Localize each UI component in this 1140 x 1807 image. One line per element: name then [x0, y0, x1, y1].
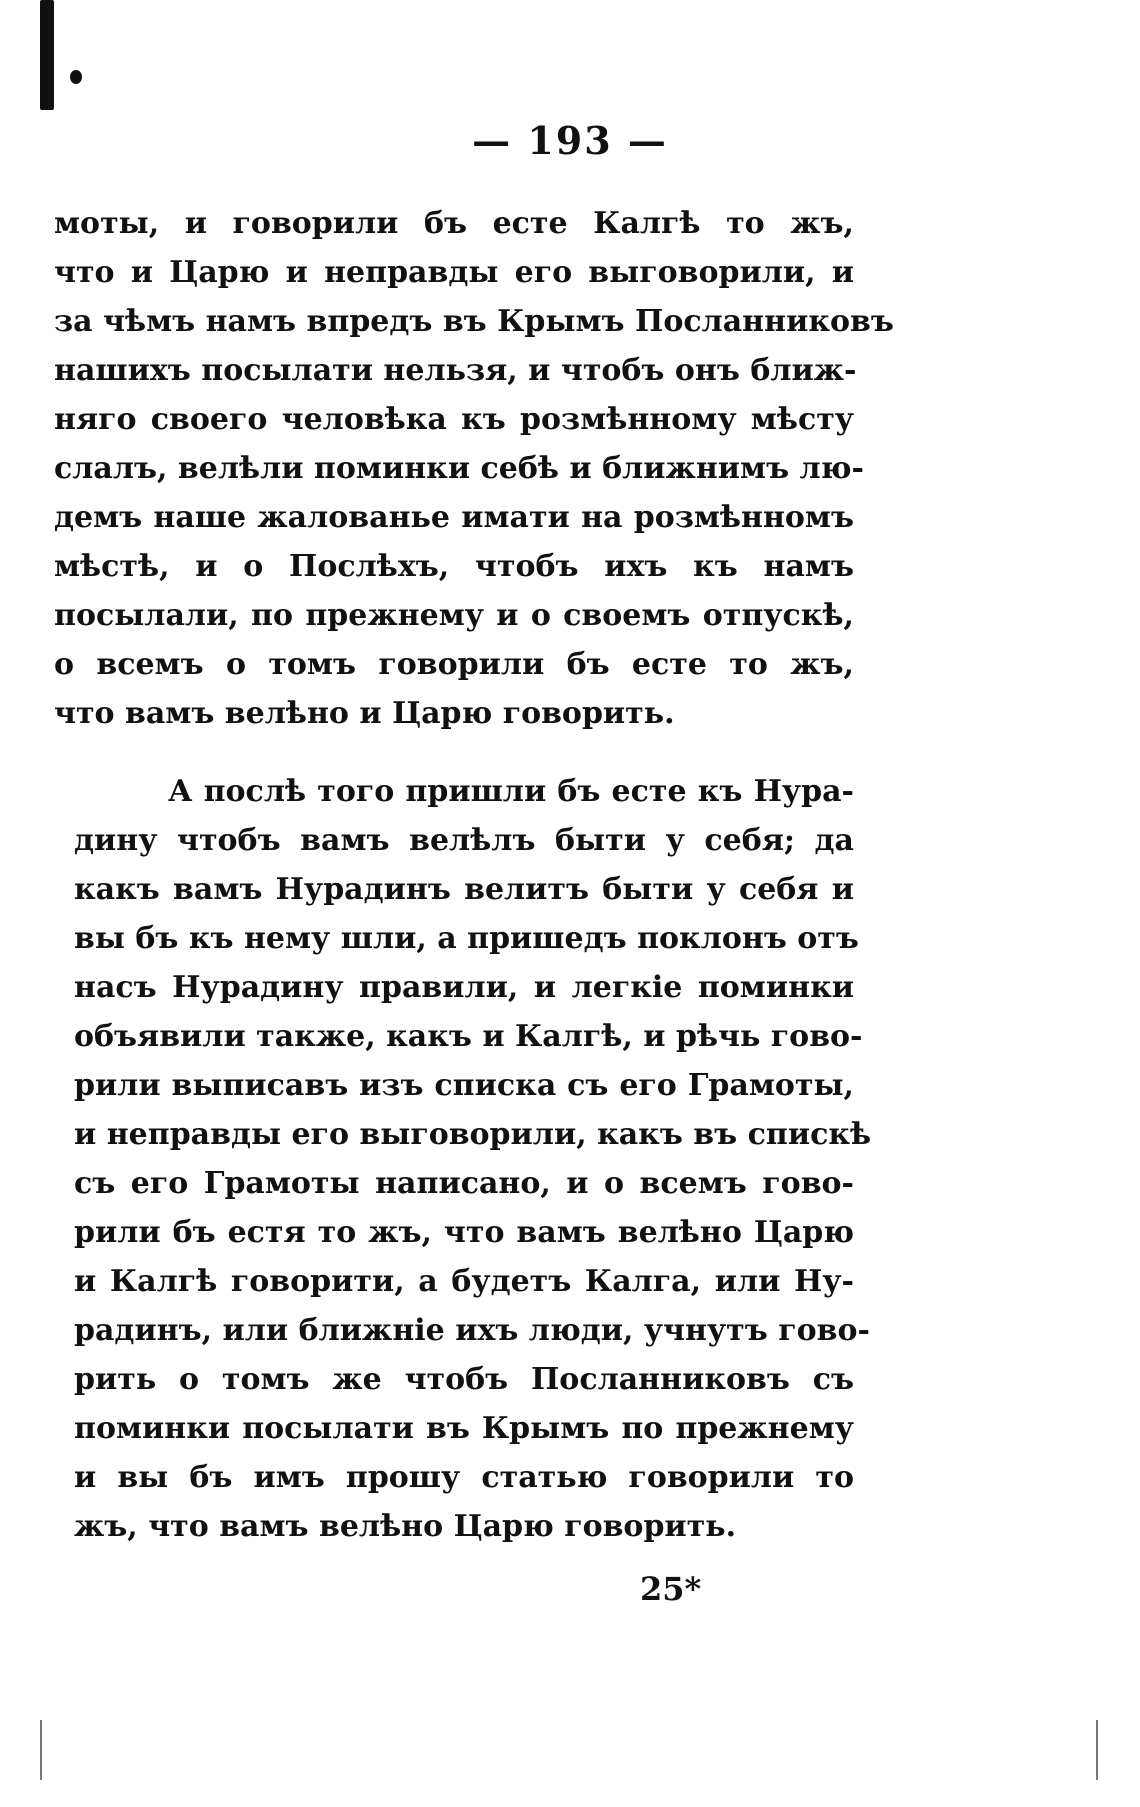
ink-blot [40, 0, 54, 110]
text-line: объявили также, какъ и Калгѣ, и рѣчь гово- [74, 1019, 863, 1054]
text-line: за чѣмъ намъ впредъ въ Крымъ Посланниковъ [54, 304, 894, 339]
text-line: рили бъ естя то жъ, что вамъ велѣно Царю [74, 1215, 854, 1250]
text-line: нашихъ посылати нельзя, и чтобъ онъ ближ- [54, 353, 857, 388]
paragraph-2 [74, 767, 872, 1551]
text-line: вы бъ къ нему шли, а пришедъ поклонъ отъ [74, 921, 859, 956]
signature-mark: 25* [640, 1570, 702, 1608]
text-line: моты, и говорили бъ есте Калгѣ то жъ, [54, 206, 854, 241]
text-line: слалъ, велѣли поминки себѣ и ближнимъ лю- [54, 451, 864, 486]
text-line: рили выписавъ изъ списка съ его Грамоты, [74, 1068, 854, 1103]
text-line: няго своего человѣка къ розмѣнному мѣсту [54, 402, 854, 437]
page-edge-right [1096, 1720, 1098, 1780]
text-line: и неправды его выговорили, какъ въ спискѣ [74, 1117, 872, 1152]
text-line: дину чтобъ вамъ велѣлъ быти у себя; да [74, 823, 854, 858]
text-line: и Калгѣ говорити, а будетъ Калга, или Ну- [74, 1264, 854, 1299]
text-line: поминки посылати въ Крымъ по прежнему [74, 1411, 854, 1446]
page-edge-left [40, 1720, 42, 1780]
text-line: что вамъ велѣно и Царю говорить. [54, 696, 675, 731]
paragraph-1 [54, 199, 894, 738]
text-line: жъ, что вамъ велѣно Царю говорить. [74, 1509, 737, 1544]
text-line: рить о томъ же чтобъ Посланниковъ съ [74, 1362, 854, 1397]
text-line: насъ Нурадину правили, и легкіе поминки [74, 970, 854, 1005]
text-line: радинъ, или ближніе ихъ люди, учнутъ гово- [74, 1313, 870, 1348]
text-line: какъ вамъ Нурадинъ велитъ быти у себя и [74, 872, 854, 907]
text-line: демъ наше жалованье имати на розмѣнномъ [54, 500, 854, 535]
text-line: и вы бъ имъ прошу статью говорили то [74, 1460, 854, 1495]
text-line: о всемъ о томъ говорили бъ есте то жъ, [54, 647, 854, 682]
text-line: мѣстѣ, и о Послѣхъ, чтобъ ихъ къ намъ [54, 549, 854, 584]
text-line: А послѣ того пришли бъ есте къ Нура- [168, 774, 854, 809]
page-number: — 193 — [472, 118, 668, 163]
ink-speck [70, 70, 82, 84]
text-line: что и Царю и неправды его выговорили, и [54, 255, 854, 290]
text-line: съ его Грамоты написано, и о всемъ гово- [74, 1166, 854, 1201]
text-line: посылали, по прежнему и о своемъ отпускѣ, [54, 598, 854, 633]
